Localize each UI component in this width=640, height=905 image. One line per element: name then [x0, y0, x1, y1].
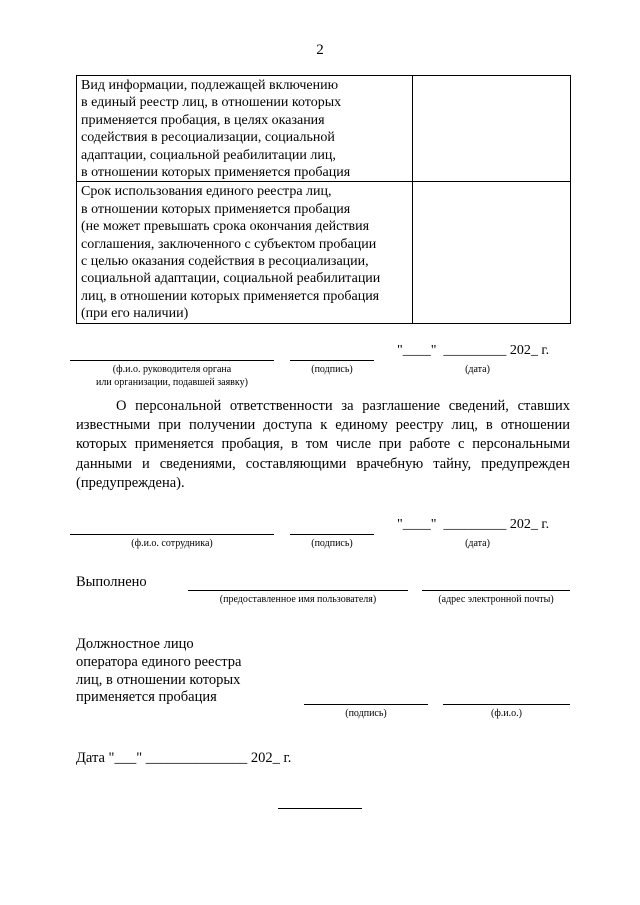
official-label: [76, 636, 241, 707]
head-signature-caption: (подпись): [311, 364, 353, 375]
email-caption: (адрес электронной почты): [438, 594, 554, 605]
cell-line: в отношении которых применяется пробация: [81, 165, 351, 181]
cell-line: социальной адаптации, социальной реабилитации: [81, 271, 381, 287]
official-label-line: применяется пробация: [76, 689, 217, 706]
official-signature-line[interactable]: [304, 704, 428, 705]
usage-term-value-cell[interactable]: [413, 182, 571, 323]
cell-line: (не может превышать срока окончания действия: [81, 219, 370, 235]
employee-signature-line[interactable]: [290, 534, 374, 535]
cell-line: Вид информации, подлежащей включению: [81, 78, 339, 93]
paragraph-line: данными и сведениями, составляющими врачебную тайну, предупрежден: [76, 455, 570, 472]
info-table: [76, 75, 571, 324]
caption-line: или организации, подавшей заявку): [96, 377, 248, 388]
employee-date-caption: (дата): [465, 538, 490, 549]
head-date-caption: (дата): [465, 364, 490, 375]
employee-name-line[interactable]: [70, 534, 274, 535]
head-date-field[interactable]: "____" _________ 202_ г.: [397, 343, 550, 358]
employee-date-field[interactable]: "____" _________ 202_ г.: [397, 517, 550, 532]
paragraph-line: О персональной ответственности за разглашение сведений, ставших: [116, 398, 570, 414]
cell-line: соглашения, заключенного с субъектом пробации: [81, 236, 377, 252]
official-name-caption: (ф.и.о.): [491, 708, 522, 719]
cell-line: (при его наличии): [81, 306, 189, 322]
paragraph-line: которых применяется пробация, в том числе при работе с персональными: [76, 436, 570, 453]
employee-name-caption: (ф.и.о. сотрудника): [131, 538, 213, 549]
official-signature-caption: (подпись): [345, 708, 387, 719]
head-name-caption: [70, 363, 274, 389]
liability-paragraph: [76, 397, 570, 493]
cell-line: лиц, в отношении которых применяется пробация: [81, 288, 380, 304]
info-type-label-cell: [77, 76, 413, 182]
cell-line: в единый реестр лиц, в отношении которых: [81, 95, 342, 111]
cell-line: адаптации, социальной реабилитации лиц,: [81, 147, 336, 163]
head-name-line[interactable]: [70, 360, 274, 361]
username-caption: (предоставленное имя пользователя): [219, 594, 377, 605]
official-label-line: оператора единого реестра: [76, 653, 242, 670]
paragraph-line: известными при получении доступа к единому реестру лиц, в отношении: [76, 417, 570, 434]
table-row: [77, 182, 571, 323]
usage-term-label-cell: [77, 182, 413, 323]
paragraph-line: (предупреждена).: [76, 474, 185, 491]
page-number: 2: [316, 42, 324, 58]
caption-line: (ф.и.о. руководителя органа: [112, 364, 232, 375]
email-line[interactable]: [422, 590, 570, 591]
table-row: [77, 76, 571, 182]
cell-line: применяется пробация, в целях оказания: [81, 112, 325, 128]
cell-line: содействия в ресоциализации, социальной: [81, 130, 335, 146]
official-name-line[interactable]: [443, 704, 570, 705]
date-line[interactable]: Дата "___" ______________ 202_ г.: [76, 750, 292, 766]
employee-signature-caption: (подпись): [311, 538, 353, 549]
username-line[interactable]: [188, 590, 408, 591]
cell-line: в отношении которых применяется пробация: [81, 201, 351, 217]
official-label-line: Должностное лицо: [76, 636, 194, 652]
cell-line: Срок использования единого реестра лиц,: [81, 184, 332, 200]
done-label: Выполнено: [76, 574, 147, 590]
head-signature-line[interactable]: [290, 360, 374, 361]
closing-rule: [278, 808, 362, 809]
cell-line: с целью оказания содействия в ресоциализации,: [81, 254, 369, 270]
info-type-value-cell[interactable]: [413, 76, 571, 182]
official-label-line: лиц, в отношении которых: [76, 671, 241, 688]
